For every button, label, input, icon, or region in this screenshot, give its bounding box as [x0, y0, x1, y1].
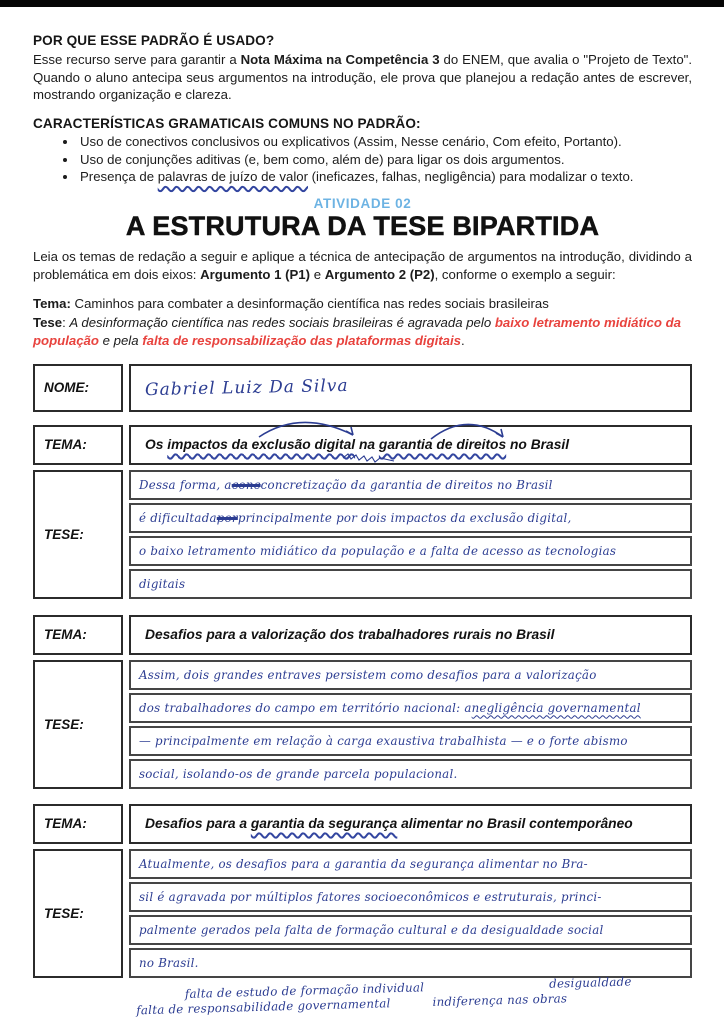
- tema3-underlined: garantia da segurança: [250, 816, 398, 832]
- example-block: [33, 295, 692, 350]
- handwritten-name: Gabriel Luiz Da Silva: [144, 375, 349, 400]
- handwriting-text: é dificultada: [139, 510, 217, 525]
- tese-ruled-line: [129, 915, 692, 945]
- example-tese-period: .: [461, 333, 465, 349]
- activity-kicker: ATIVIDADE 02: [313, 196, 412, 212]
- tema3-pre: Desafios para a: [145, 816, 251, 832]
- features-list: [33, 133, 692, 186]
- footnote-text: falta de responsabilidade governamental: [136, 995, 391, 1017]
- instructions-post: , conforme o exemplo a seguir:: [434, 266, 616, 282]
- feature-item-3-post: (ineficazes, falhas, negligência) para modalizar o texto.: [308, 169, 634, 185]
- tema1-underlined-1: impactos da exclusão digital: [167, 437, 356, 453]
- name-label: NOME:: [33, 364, 123, 412]
- handwriting-text: no Brasil.: [139, 955, 199, 970]
- feature-item-1-text: Uso de conectivos conclusivos ou explicativos (Assim, Nesse cenário, Com efeito, Portanto).: [80, 133, 622, 149]
- feature-item-3: [78, 168, 692, 186]
- handwriting-text: concretização da garantia de direitos no Brasil: [260, 477, 553, 492]
- tese-label-2: TESE:: [33, 660, 123, 789]
- activity-title: A ESTRUTURA DA TESE BIPARTIDA: [125, 211, 600, 242]
- handwriting-underlined-phrase: negligência governamental: [471, 700, 641, 715]
- handwriting-text: social, isolando-os de grande parcela populacional.: [139, 766, 458, 781]
- feature-item-2: [78, 151, 692, 169]
- tese-ruled-line: [129, 882, 692, 912]
- tema-label-2: TEMA:: [33, 615, 123, 655]
- example-tema-label: Tema:: [33, 296, 71, 312]
- feature-item-2-text: Uso de conjunções aditivas (e, bem como, além de) para ligar os dois argumentos.: [80, 151, 565, 167]
- tese-ruled-line: [129, 849, 692, 879]
- tese-row-3: [33, 849, 692, 978]
- example-tese-label: Tese: [33, 314, 63, 330]
- footnote-text: falta de estudo de formação individual: [184, 979, 425, 1001]
- handwriting-text: sil é agravada por múltiplos fatores socioeconômicos e estruturais, princi-: [139, 889, 602, 904]
- why-text-bold: Nota Máxima na Competência 3: [240, 52, 440, 67]
- tema-row-3: [33, 804, 692, 844]
- tema1-mid: na: [355, 437, 379, 453]
- handwriting-text: o baixo letramento midiático da população e a falta de acesso as tecnologias: [139, 543, 617, 558]
- handwriting-text: digitais: [139, 576, 186, 591]
- example-red-argument-2: falta de responsabilização das plataformas digitais: [142, 333, 462, 349]
- hand-underlined-phrase: palavras de juízo de valor: [157, 169, 308, 185]
- handwriting-text: principalmente por dois impactos da exclusão digital,: [237, 510, 572, 525]
- footnote-text: indiferença nas obras: [432, 990, 568, 1009]
- tese-ruled-line: [129, 759, 692, 789]
- tese-label-1: TESE:: [33, 470, 123, 599]
- tema-text-1: [145, 437, 569, 452]
- tema1-post: no Brasil: [506, 437, 570, 453]
- illegible-scribble-note: [343, 454, 394, 462]
- handwriting-text: palmente gerados pela falta de formação cultural e da desigualdade social: [139, 922, 604, 937]
- tese-label-3: TESE:: [33, 849, 123, 978]
- example-tema-text: Caminhos para combater a desinformação científica nas redes sociais brasileiras: [74, 296, 549, 312]
- example-tese-italic-1: A desinformação científica nas redes sociais brasileiras é agravada pelo: [69, 314, 495, 330]
- tema-text-3: [145, 816, 633, 831]
- tema1-underlined-2: garantia de direitos: [378, 437, 507, 453]
- argument-2-label: Argumento 2 (P2): [324, 266, 435, 282]
- tema-field-2: [129, 615, 692, 655]
- tema-field-3: [129, 804, 692, 844]
- handwriting-struck-word: conc: [231, 477, 261, 492]
- handwriting-text: — principalmente em relação à carga exaustiva trabalhista — e o forte abismo: [139, 733, 628, 748]
- tese-row-1: [33, 470, 692, 599]
- tema1-pre: Os: [145, 437, 168, 453]
- example-red-argument-1: baixo letramento midiático da população: [33, 314, 681, 349]
- tese-ruled-line: [129, 948, 692, 978]
- why-text-pre: Esse recurso serve para garantir a: [33, 52, 241, 67]
- worksheet-page: [33, 7, 693, 1017]
- exercise-block-1: [33, 425, 692, 599]
- tema-text-2: Desafios para a valorização dos trabalhadores rurais no Brasil: [145, 627, 555, 643]
- tese-lines-1: [129, 470, 692, 599]
- tema-row-1: [33, 425, 692, 465]
- tese-ruled-line: [129, 569, 692, 599]
- features-heading: CARACTERÍSTICAS GRAMATICAIS COMUNS NO PADRÃO:: [33, 115, 421, 131]
- footnote-text: desigualdade: [548, 974, 632, 991]
- handwriting-text: Dessa forma, a: [139, 477, 232, 492]
- example-tese-sep: :: [62, 314, 70, 330]
- why-text-post: do ENEM, que avalia o "Projeto de Texto". Quando o aluno antecipa seus argumentos na introdução, ele prova que planejou a redação antes de escrever, mostrando organização e clareza.: [33, 52, 693, 103]
- tema-field-1: [129, 425, 692, 465]
- tema-label-1: TEMA:: [33, 425, 123, 465]
- name-row: [33, 364, 692, 412]
- handwriting-text: Assim, dois grandes entraves persistem como desafios para a valorização: [139, 667, 597, 682]
- name-field: [129, 364, 692, 412]
- tese-ruled-line: [129, 660, 692, 690]
- tese-ruled-line: [129, 470, 692, 500]
- feature-item-3-pre: Presença de: [80, 169, 158, 185]
- tese-ruled-line: [129, 726, 692, 756]
- tese-lines-2: [129, 660, 692, 789]
- tese-ruled-line: [129, 536, 692, 566]
- handwriting-struck-word: por: [216, 510, 238, 525]
- instructions-mid: e: [310, 266, 325, 282]
- exercise-block-3: [33, 804, 692, 978]
- handwriting-text: Atualmente, os desafios para a garantia da segurança alimentar no Bra-: [139, 856, 588, 871]
- handwritten-footnotes: [33, 972, 693, 1019]
- scan-edge-artifact: [0, 0, 724, 7]
- tese-ruled-line: [129, 503, 692, 533]
- tese-row-2: [33, 660, 692, 789]
- tese-ruled-line: [129, 693, 692, 723]
- why-paragraph: [33, 51, 692, 104]
- argument-1-label: Argumento 1 (P1): [200, 266, 311, 282]
- why-heading: POR QUE ESSE PADRÃO É USADO?: [33, 33, 275, 48]
- tema-row-2: [33, 615, 692, 655]
- feature-item-1: [78, 133, 692, 151]
- example-tese-italic-2: e pela: [98, 333, 143, 349]
- tese-lines-3: [129, 849, 692, 978]
- tema-label-3: TEMA:: [33, 804, 123, 844]
- tema3-post: alimentar no Brasil contemporâneo: [397, 816, 633, 832]
- exercise-block-2: [33, 615, 692, 789]
- activity-instructions: [33, 248, 692, 283]
- instructions-pre: Leia os temas de redação a seguir e aplique a técnica de antecipação de argumentos na introdução, dividindo a problemática em dois eixos:: [33, 249, 692, 282]
- handwriting-text: dos trabalhadores do campo em território nacional: a: [139, 700, 472, 715]
